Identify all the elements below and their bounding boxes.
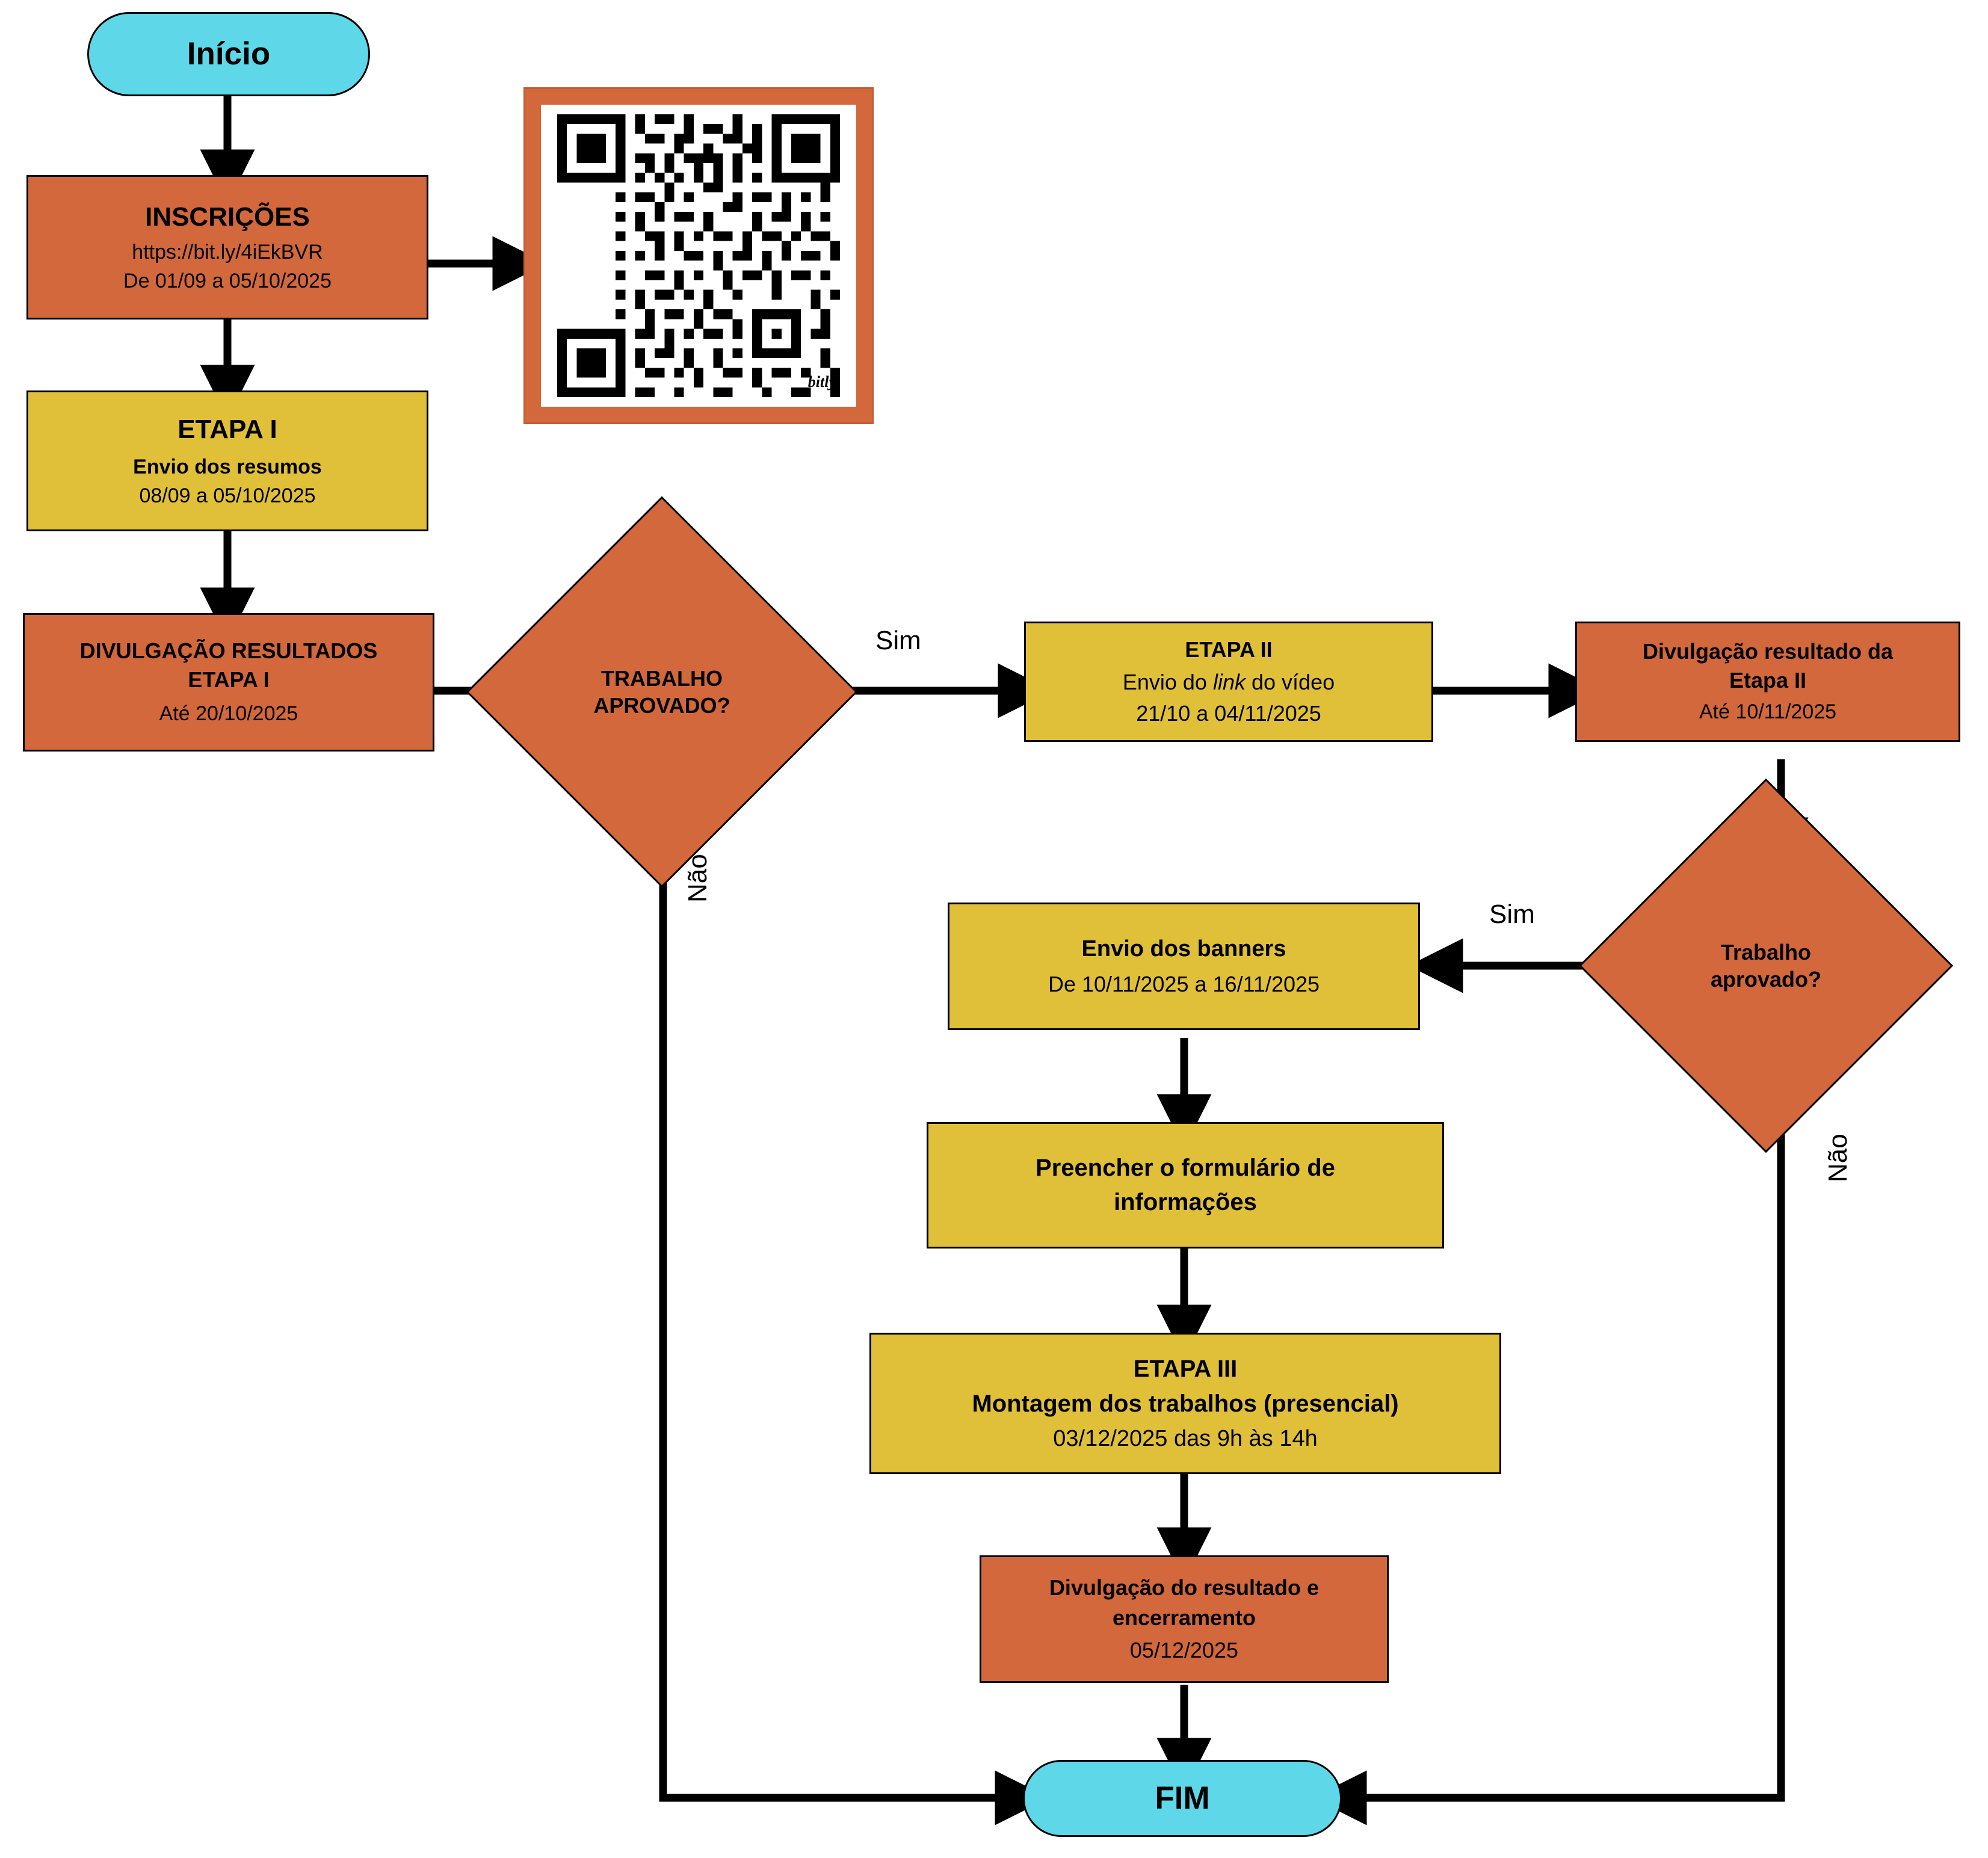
node-etapa-2-subtitle: [1123, 669, 1335, 696]
node-inscricoes-title: INSCRIÇÕES: [145, 202, 310, 232]
node-etapa-3: [869, 1333, 1501, 1474]
node-start: [87, 12, 370, 96]
edge-label-nao-1-text: Não: [683, 854, 712, 903]
node-divulgacao-etapa-2-dates: Até 10/11/2025: [1699, 700, 1837, 724]
node-etapa-2-subtitle-text: Envio do link do vídeo: [1122, 670, 1335, 695]
edge-label-nao-2-text: Não: [1823, 1134, 1853, 1182]
qr-code-frame: [523, 87, 874, 424]
node-etapa-3-dates: 03/12/2025 das 9h às 14h: [1053, 1426, 1318, 1452]
node-etapa-1: [26, 390, 428, 531]
node-divulgacao-etapa-2-subtitle: Etapa II: [1729, 668, 1807, 693]
node-divulgacao-etapa-1: [23, 613, 434, 752]
node-end-label: FIM: [1155, 1780, 1210, 1816]
node-preencher-formulario: [927, 1122, 1444, 1248]
node-end: [1023, 1760, 1342, 1837]
node-divulgacao-etapa-2-title: Divulgação resultado da: [1642, 639, 1894, 664]
node-etapa-1-title: ETAPA I: [177, 414, 277, 444]
node-envio-banners: [948, 903, 1420, 1030]
node-etapa-3-title: ETAPA III: [1133, 1355, 1238, 1382]
node-encerramento-line-2: encerramento: [1112, 1605, 1256, 1631]
node-decision-trabalho-aprovado-2: [1634, 833, 1898, 1098]
node-decision-2-line-2: aprovado?: [1710, 967, 1822, 992]
edge-label-nao-1: [683, 854, 713, 903]
node-decision-1-line-1: TRABALHO: [601, 666, 723, 691]
node-envio-banners-dates: De 10/11/2025 a 16/11/2025: [1048, 972, 1320, 997]
node-encerramento-date: 05/12/2025: [1129, 1637, 1239, 1662]
node-inscricoes: [26, 175, 428, 319]
qr-brand-label: bitly: [807, 373, 836, 390]
node-preencher-formulario-line-1: Preencher o formulário de: [1036, 1155, 1335, 1182]
node-preencher-formulario-line-2: informações: [1114, 1189, 1257, 1215]
node-divulgacao-etapa-1-title: DIVULGAÇÃO RESULTADOS: [79, 638, 378, 664]
edge-label-sim-2-text: Sim: [1489, 900, 1535, 929]
node-etapa-2: [1024, 622, 1433, 742]
qr-code-icon[interactable]: [557, 114, 840, 397]
edge-label-sim-1: [875, 626, 921, 656]
edge-label-nao-2: [1823, 1134, 1853, 1182]
node-etapa-1-dates: 08/09 a 05/10/2025: [139, 484, 316, 507]
node-divulgacao-etapa-2: [1575, 622, 1960, 742]
node-inscricoes-dates: De 01/09 a 05/10/2025: [123, 269, 332, 292]
node-inscricoes-url[interactable]: https://bit.ly/4iEkBVR: [132, 241, 323, 264]
node-decision-1-line-2: APROVADO?: [593, 693, 730, 718]
node-etapa-2-title: ETAPA II: [1185, 637, 1273, 662]
node-encerramento-line-1: Divulgação do resultado e: [1049, 1575, 1320, 1600]
edge-label-sim-2: [1489, 900, 1535, 930]
node-start-label: Início: [187, 35, 271, 72]
node-divulgacao-etapa-1-dates: Até 20/10/2025: [159, 702, 298, 726]
node-encerramento: [980, 1555, 1389, 1683]
node-divulgacao-etapa-1-subtitle: ETAPA I: [188, 667, 270, 693]
node-etapa-3-subtitle: Montagem dos trabalhos (presencial): [972, 1390, 1399, 1418]
edge-label-sim-1-text: Sim: [875, 626, 921, 655]
node-etapa-1-subtitle: Envio dos resumos: [133, 455, 322, 479]
node-envio-banners-title: Envio dos banners: [1081, 936, 1286, 961]
node-decision-trabalho-aprovado-1: [523, 554, 800, 830]
node-etapa-2-dates: 21/10 a 04/11/2025: [1136, 700, 1321, 726]
qr-code-inner: [541, 105, 856, 407]
node-decision-2-line-1: Trabalho: [1720, 940, 1812, 964]
